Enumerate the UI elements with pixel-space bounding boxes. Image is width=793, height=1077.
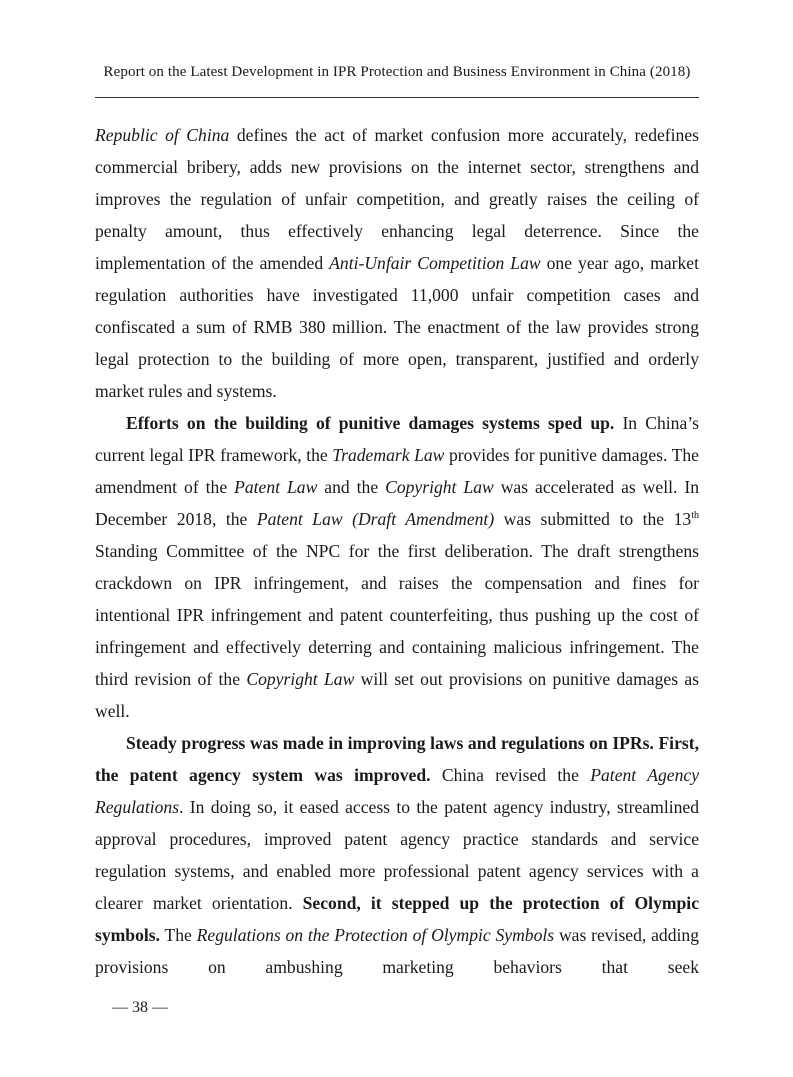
text-run: will set out provisions on punitive damages as well. (95, 669, 700, 721)
paragraph-anti-unfair-competition (95, 119, 699, 407)
header-rule (95, 97, 699, 98)
superscript-run: th (691, 510, 699, 521)
italic-run: Copyright Law (385, 477, 494, 497)
text-run: defines the act of market confusion more accurately, redefines commercial bribery, adds new provisions on the internet sector, strengthens and improves the regulation of unfair competition, and greatly raises the ceiling of penalty amount, thus effectively enhancing legal deterrence. Since the implementation of the amended (95, 125, 699, 273)
italic-run: Anti-Unfair Competition Law (329, 253, 541, 273)
italic-run: Patent Law (Draft Amendment) (256, 509, 495, 529)
italic-run: Trademark Law (332, 445, 445, 465)
text-run: one year ago, market regulation authorities have investigated 11,000 unfair competition cases and confiscated a sum of RMB 380 million. The enactment of the law provides strong legal protection to the building of more open, transparent, justified and orderly market rules and systems. (95, 253, 700, 401)
paragraph-laws-regulations (95, 727, 699, 983)
italic-run: Patent Law (234, 477, 318, 497)
italic-run: Republic of China (95, 125, 230, 145)
paragraph-punitive-damages (95, 407, 699, 727)
bold-run: Second, it stepped up the protection of Olympic symbols. (95, 893, 700, 945)
text-run: was submitted to the 13 (494, 509, 692, 529)
italic-run: Regulations on the Protection of Olympic Symbols (196, 925, 555, 945)
italic-run: Copyright Law (246, 669, 355, 689)
text-run: China revised the (430, 765, 591, 785)
text-run: In China’s current legal IPR framework, the (95, 413, 700, 465)
text-run: Standing Committee of the NPC for the first deliberation. The draft strengthens crackdown on IPR infringement, and raises the compensation and fines for intentional IPR infringement and patent counterfeiting, thus pushing up the cost of infringement and effectively deterring and containing malicious infringement. The third revision of the (95, 541, 699, 689)
body-text (95, 119, 699, 983)
text-run: The (160, 925, 197, 945)
text-run: and the (317, 477, 386, 497)
text-run: was accelerated as well. In December 2018, the (95, 477, 699, 529)
bold-run: Efforts on the building of punitive damages systems sped up. (126, 413, 615, 433)
italic-run: Patent Agency Regulations (95, 765, 699, 817)
bold-run: Steady progress was made in improving laws and regulations on IPRs. First, the patent agency system was improved. (95, 733, 699, 785)
text-run: was revised, adding provisions on ambushing marketing behaviors that seek (95, 925, 699, 977)
page-number: — 38 — (112, 999, 168, 1016)
text-run: provides for punitive damages. The amendment of the (95, 445, 699, 497)
running-header: Report on the Latest Development in IPR Protection and Business Environment in China (2018) (103, 64, 691, 80)
text-run: . In doing so, it eased access to the patent agency industry, streamlined approval procedures, improved patent agency practice standards and service regulation systems, and enabled more professional patent agency services with a clearer market orientation. (95, 797, 699, 913)
